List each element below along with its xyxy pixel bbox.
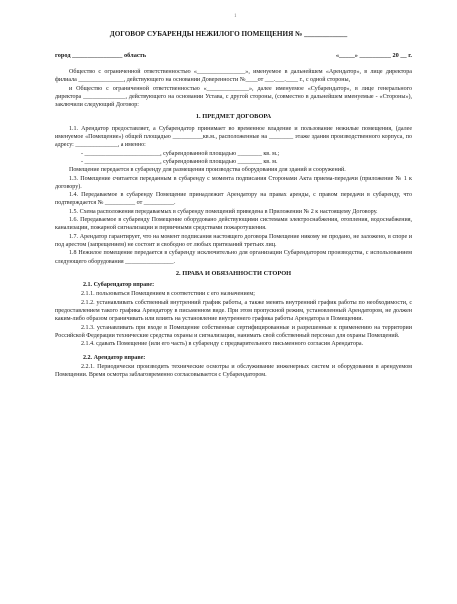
premises-item-2: - _________________________, субарендованной площадью ________ кв. м. bbox=[81, 158, 278, 165]
clause-2-1-3: 2.1.3. устанавливать при входе в Помещение собственные сертифицированные и разрешенные к применению на территории Российской Федерации технические средства охраны и сигнализации, нанимать свой собственный персонал для охраны Помещений. bbox=[55, 324, 412, 339]
contract-body bbox=[55, 68, 412, 379]
clause-1-5: 1.5. Схема расположения передаваемых в субаренду помещений приведена в Приложении № 2 к настоящему Договору. bbox=[69, 208, 378, 215]
section-2-heading: 2. ПРАВА И ОБЯЗАННОСТИ СТОРОН bbox=[175, 269, 292, 277]
date-line: «_____» __________ 20 __ г. bbox=[335, 52, 412, 59]
section-1-heading: 1. ПРЕДМЕТ ДОГОВОРА bbox=[195, 113, 272, 121]
subsection-2-2-heading: 2.2. Арендатор вправе: bbox=[83, 354, 146, 361]
page-number: 1 bbox=[234, 14, 237, 19]
clause-2-1-1: 2.1.1. пользоваться Помещением в соответствии с его назначением; bbox=[81, 291, 255, 298]
clause-1-7: 1.7. Арендатор гарантирует, что на момент подписания настоящего договора Помещение никому не продано, не заложено, в споре и под арестом (запрещением) не состоит и свободно от любых притязаний третьих лиц. bbox=[55, 233, 412, 248]
clause-1-4: 1.4. Передаваемое в субаренду Помещение принадлежит Арендатору на правах аренды, с правом передачи в субаренду, что подтверждается № __________ от __________. bbox=[55, 192, 412, 207]
city-line: город ________________ область bbox=[55, 52, 147, 59]
party-arendator: Общество с ограниченной ответственностью «________________», именуемое в дальнейшем «Арендатор», в лице директора филиала _______________, действующего на основании Доверенности №____от ___.___.____ г., с одной стороны, bbox=[55, 69, 412, 84]
party-subarendator: и Общество с ограниченной ответственностью «______________», далее именуемое «Субарендатор», в лице генерального директора ______________, действующего на основании Устава, с другой стороны, (совместно в дальнейшем именуемые - «Стороны»), заключили следующий Договор: bbox=[55, 85, 412, 109]
clause-1-2: Помещение передается в субаренду для размещения производства оборудования для зданий и сооружений. bbox=[69, 167, 346, 174]
subsection-2-1-heading: 2.1. Субарендатор вправе: bbox=[83, 282, 155, 289]
clause-1-1: 1.1. Арендатор предоставляет, а Субарендатор принимает во временное владение и пользование нежилые помещения, (далее именуемое «Помещение») общей площадью __________кв.м., расположенные на ________ этаже здания производственного корпуса, по адресу: ______________, а именно: bbox=[55, 125, 412, 149]
contract-header bbox=[55, 52, 412, 62]
clause-1-8: 1.8 Нежилое помещение передается в субаренду исключительно для организации Субарендатором производства, с использованием следующего оборудования ________________. bbox=[55, 250, 412, 265]
clause-2-1-4: 2.1.4. сдавать Помещение (или его часть) в субаренду с предварительного письменного согласия Арендатора. bbox=[81, 341, 364, 348]
clause-2-1-2: 2.1.2. устанавливать собственный внутренний график работы, а также менять внутренний график работы по необходимости, с предоставлением такого графика Арендатору в письменном виде. При этом пропускной режим, установленный Арендатором, не должен каким-либо образом ограничивать или влиять на установление внутреннего графика работы Арендатора в Помещении. bbox=[55, 299, 412, 323]
contract-title: ДОГОВОР СУБАРЕНДЫ НЕЖИЛОГО ПОМЕЩЕНИЯ № ____________ bbox=[109, 30, 348, 38]
premises-item-1: - _________________________, субарендованной площадью ________ кв. м.; bbox=[81, 150, 280, 157]
clause-1-3: 1.3. Помещение считается переданным в субаренду с момента подписания Сторонами Акта приема-передачи (приложение № 1 к договору). bbox=[55, 175, 412, 190]
clause-2-2-1: 2.2.1. Периодически производить технические осмотры и обслуживание инженерных систем и оборудования в арендуемом Помещении. Время осмотра заблаговременно согласовывается с Субарендатором. bbox=[55, 363, 412, 379]
clause-1-6: 1.6. Передаваемое в субаренду Помещение оборудовано действующими системами электроснабжения, отопления, водоснабжения, канализации, пожарной сигнализации и первичными средствами пожаротушения. bbox=[55, 217, 412, 232]
